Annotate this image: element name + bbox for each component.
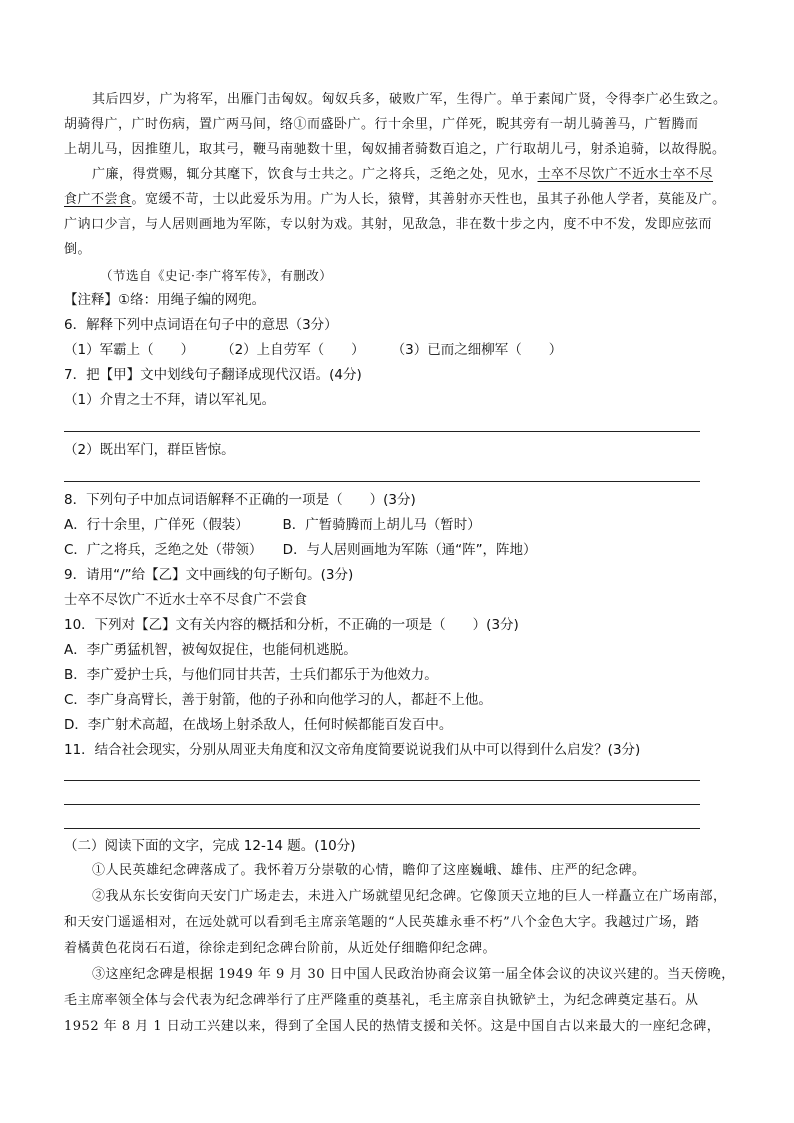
underlined-sentence: 士卒不尽饮广不近水士卒不尽: [537, 167, 714, 182]
question-8-options-ab: A．行十余里，广佯死（假装） B．广暂骑腾而上胡儿马（暂时）: [64, 517, 481, 533]
reading-paragraph-line: 1952 年 8 月 1 日动工兴建以来，得到了全国人民的热情支援和关怀。这是中国自古以来最大的一座纪念碑，: [64, 1019, 721, 1034]
reading-paragraph-line: ②我从东长安街向天安门广场走去，未进入广场就望见纪念碑。它像顶天立地的巨人一样矗立在广场南部，: [92, 889, 727, 904]
question-9-stem: 9．请用“/”给【乙】文中画线的句子断句。(3分): [64, 567, 354, 583]
answer-line[interactable]: [64, 431, 700, 432]
reading-paragraph-line: ①人民英雄纪念碑落成了。我怀着万分崇敬的心情，瞻仰了这座巍峨、雄伟、庄严的纪念碑。: [92, 863, 646, 878]
answer-line[interactable]: [64, 481, 700, 482]
reading-paragraph-line: ③这座纪念碑是根据 1949 年 9 月 30 日中国人民政治协商会议第一届全体会议的决议兴建的。当天傍晚，: [92, 967, 735, 982]
question-6-items: （1）军霸上（ ） （2）上自劳军（ ） （3）已而之细柳军（ ）: [64, 342, 563, 358]
answer-line[interactable]: [64, 828, 700, 829]
answer-line[interactable]: [64, 804, 700, 805]
question-7-sentence-1: （1）介胄之士不拜，请以军礼见。: [64, 392, 276, 408]
passage-b-line: [92, 165, 713, 185]
passage-b-line: 广讷口少言，与人居则画地为军陈，专以射为戏。其射，见敌急，非在数十步之内，度不中不发，发即应弦而: [64, 217, 713, 232]
question-10-option-a: A．李广勇猛机智，被匈奴捉住，也能伺机逃脱。: [64, 642, 357, 658]
annotation-note: 【注释】①络：用绳子编的网兜。: [64, 292, 266, 308]
question-7-sentence-2: （2）既出军门，群臣皆惊。: [64, 442, 235, 458]
question-9-sentence: 士卒不尽饮广不近水士卒不尽食广不尝食: [64, 592, 307, 608]
reading-paragraph-line: 毛主席率领全体与会代表为纪念碑举行了庄严隆重的奠基礼，毛主席亲自执锨铲土，为纪念碑奠定基石。从: [64, 993, 699, 1008]
passage-b-line: [64, 190, 726, 210]
passage-b-text: 。宽缓不苛，士以此爱乐为用。广为人长，猿臂，其善射亦天性也，虽其子孙他人学者，莫能及广。: [131, 192, 726, 207]
answer-line[interactable]: [64, 780, 700, 781]
underlined-sentence: 食广不尝食: [64, 192, 132, 207]
passage-source: （节选自《史记·李广将军传》，有删改）: [100, 268, 333, 283]
question-6-stem: 6．解释下列中点词语在句子中的意思（3分）: [64, 317, 338, 333]
passage-b-line: 其后四岁，广为将军，出雁门击匈奴。匈奴兵多，破败广军，生得广。单于素闻广贤，令得李广必生致之。: [92, 92, 727, 107]
question-10-option-c: C．李广身高臂长，善于射箭，他的子孙和向他学习的人，都赶不上他。: [64, 692, 492, 708]
question-7-stem: 7．把【甲】文中划线句子翻译成现代汉语。(4分): [64, 367, 362, 383]
passage-b-line: 倒。: [64, 242, 92, 257]
reading-paragraph-line: 和天安门遥遥相对，在远处就可以看到毛主席亲笔题的“人民英雄永垂不朽”八个金色大字。我越过广场，踏: [64, 915, 700, 930]
question-10-option-d: D．李广射术高超，在战场上射杀敌人，任何时候都能百发百中。: [64, 717, 453, 733]
question-11-stem: 11．结合社会现实，分别从周亚夫角度和汉文帝角度简要说说我们从中可以得到什么启发？(3分): [64, 742, 641, 758]
passage-b-text: 广廉，得赏赐，辄分其麾下，饮食与士共之。广之将兵，乏绝之处，见水，: [92, 167, 538, 182]
question-8-options-cd: C．广之将兵，乏绝之处（带领） D．与人居则画地为军陈（通“阵”，阵地）: [64, 542, 537, 558]
question-8-stem: 8．下列句子中加点词语解释不正确的一项是（ ）(3分): [64, 492, 416, 508]
section-2-heading: （二）阅读下面的文字，完成 12-14 题。(10分): [64, 838, 356, 854]
passage-b-line: 上胡儿马，因推堕儿，取其弓，鞭马南驰数十里，匈奴捕者骑数百追之，广行取胡儿弓，射杀追骑，以故得脱。: [64, 142, 726, 157]
question-10-option-b: B．李广爱护士兵，与他们同甘共苦，士兵们都乐于为他效力。: [64, 667, 438, 683]
reading-paragraph-line: 着橘黄色花岗石石道，徐徐走到纪念碑台阶前，从近处仔细瞻仰纪念碑。: [64, 941, 497, 956]
question-10-stem: 10．下列对【乙】文有关内容的概括和分析，不正确的一项是（ ）(3分): [64, 617, 519, 633]
passage-b-line: 胡骑得广，广时伤病，置广两马间，络①而盛卧广。行十余里，广佯死，睨其旁有一胡儿骑善马，广暂腾而: [64, 117, 699, 132]
